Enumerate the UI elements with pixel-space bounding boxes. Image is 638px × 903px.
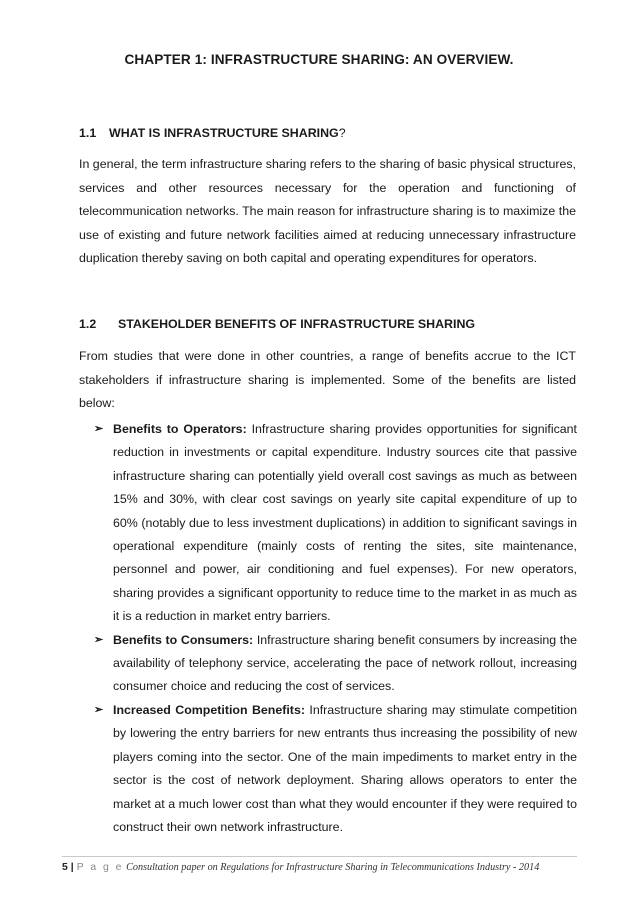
bullet-text: Infrastructure sharing benefit consumers by increasing the availability of telephony service, accelerating the pace of network rollout, increasing consumer choice and reducing the cost of services.	[113, 632, 577, 694]
chapter-title: CHAPTER 1: INFRASTRUCTURE SHARING: AN OVERVIEW.	[124, 52, 514, 67]
bullet-label: Benefits to Operators:	[113, 422, 247, 436]
section-title: WHAT IS INFRASTRUCTURE SHARING	[109, 126, 339, 140]
section-title: STAKEHOLDER BENEFITS OF INFRASTRUCTURE SHARING	[118, 317, 476, 331]
footer-divider	[62, 856, 577, 857]
arrow-bullet-icon: ➢	[94, 633, 104, 646]
section-heading-1-1	[79, 126, 346, 140]
section-1-2-paragraph: From studies that were done in other countries, a range of benefits accrue to the ICT stakeholders if infrastructure sharing is implemented. Some of the benefits are listed below:	[79, 349, 576, 411]
arrow-bullet-icon: ➢	[94, 423, 104, 435]
footer-separator: |	[70, 862, 74, 873]
footer-text: Consultation paper on Regulations for Infrastructure Sharing in Telecommunications Industry - 2014	[126, 862, 540, 873]
list-item-benefits-to-consumers	[94, 629, 577, 699]
list-item-increased-competition-benefits	[94, 699, 577, 839]
bullet-label: Increased Competition Benefits:	[113, 702, 305, 717]
bullet-text: Infrastructure sharing may stimulate competition by lowering the entry barriers for new entrants thus increasing the possibility of new players coming into the sector. One of the main impediments to market entry in the sector is the cost of network deployment. Sharing allows operators to enter the market at a much lower cost than what they would encounter if they were required to construct their own network infrastructure.	[113, 702, 577, 834]
bullet-label: Benefits to Consumers:	[113, 632, 254, 647]
page-number: 5	[62, 862, 68, 873]
section-heading-1-2	[79, 317, 475, 331]
page-label: P a g e	[76, 862, 124, 873]
bullet-text: Infrastructure sharing provides opportunities for significant reduction in investments or capital expenditure. Industry sources cite that passive infrastructure sharing can potentially yield overall cost savings as much as between 15% and 30%, with clear cost savings on yearly site capital expenditure of up to 60% (notably due to less investment duplications) in addition to significant savings in operational expenditure (mainly costs of renting the sites, site maintenance, personnel and power, air conditioning and fuel expenses). For new operators, sharing provides a significant opportunity to reduce time to the market in as much as it is a reduction in market entry barriers.	[113, 422, 577, 624]
arrow-bullet-icon: ➢	[94, 703, 104, 716]
section-title-question-mark: ?	[338, 126, 346, 140]
section-1-1-paragraph: In general, the term infrastructure sharing refers to the sharing of basic physical structures, services and other resources necessary for the operation and functioning of telecommunication networks. The main reason for infrastructure sharing is to maximize the use of existing and future network facilities aimed at reducing unnecessary infrastructure duplication thereby saving on both capital and operating expenditures for operators.	[79, 157, 576, 266]
list-item-benefits-to-operators	[94, 418, 577, 629]
section-number: 1.2	[79, 317, 97, 331]
benefits-list	[94, 418, 577, 839]
section-number: 1.1	[79, 126, 97, 140]
page-footer	[62, 862, 539, 873]
